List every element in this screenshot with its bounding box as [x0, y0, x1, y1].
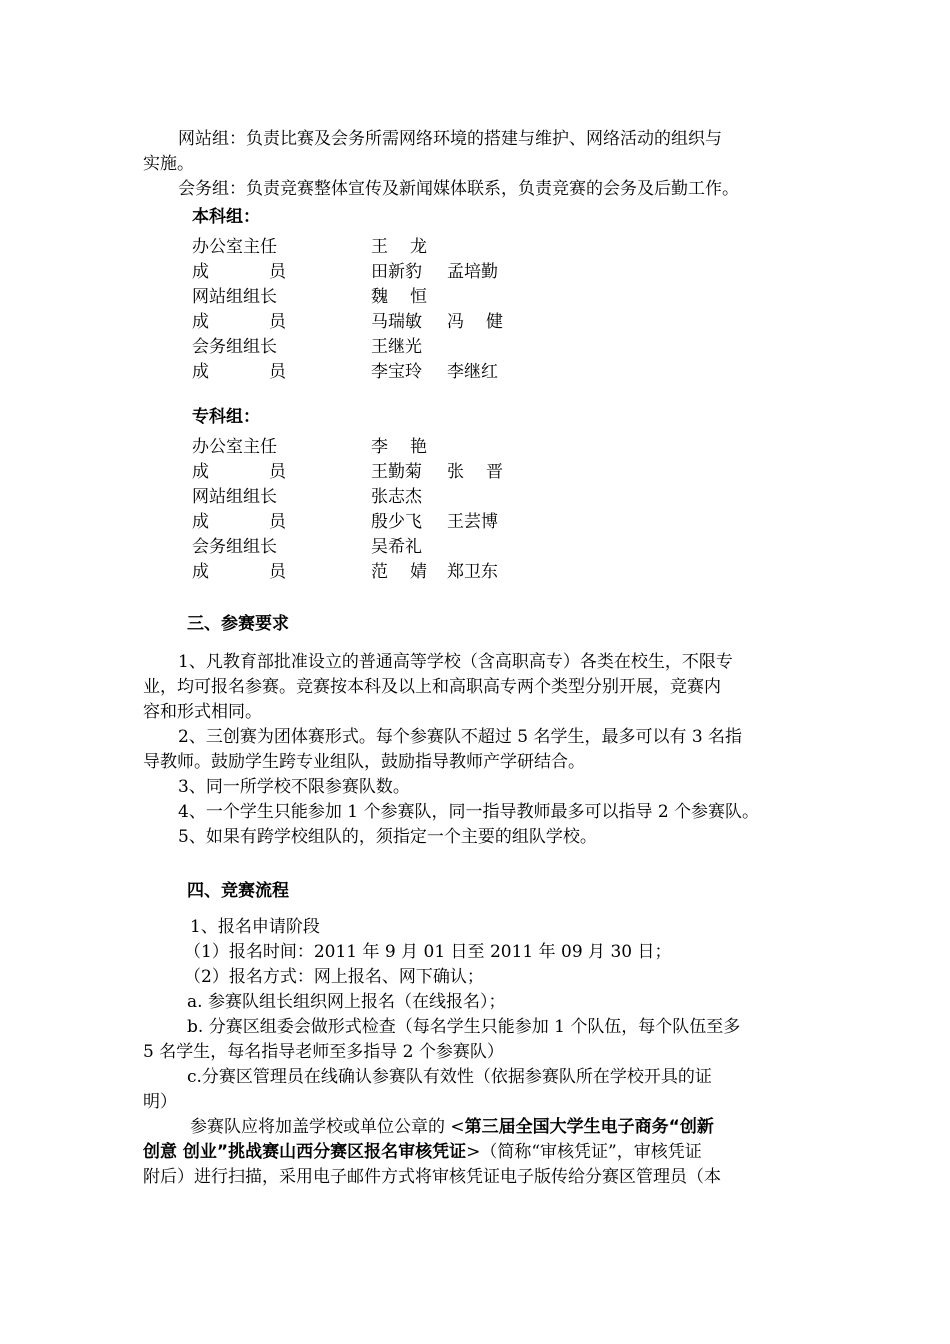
member-name-text: 吴希礼 — [371, 537, 422, 557]
college-heading: 专科组： — [192, 407, 260, 427]
roster-member — [371, 260, 429, 284]
member-name-text: 恒 — [410, 287, 427, 307]
role-text: 员 — [269, 312, 286, 332]
role-text: 成 — [192, 262, 209, 282]
member-name-text: 魏 — [371, 287, 388, 307]
roster-role — [192, 435, 292, 459]
section4-item-c-line2: 明） — [143, 1092, 177, 1112]
section3-p5: 5、如果有跨学校组队的，须指定一个主要的组队学校。 — [178, 827, 597, 847]
section3-p2-line1: 2、三创赛为团体赛形式。每个参赛队不超过 5 名学生，最多可以有 3 名指 — [178, 727, 743, 747]
section3-p1-line1: 1、凡教育部批准设立的普通高等学校（含高职高专）各类在校生，不限专 — [178, 652, 733, 672]
roster-role — [192, 310, 292, 334]
role-text: 网站组组长 — [192, 287, 277, 307]
roster-member — [371, 335, 429, 359]
member-name-text: 龙 — [410, 237, 427, 257]
roster-member — [447, 260, 505, 284]
member-name-text: 健 — [486, 312, 503, 332]
roster-member — [447, 310, 505, 334]
member-name-text: 王继光 — [371, 337, 422, 357]
role-text: 办公室主任 — [192, 237, 277, 257]
member-name-text: 李 — [371, 437, 388, 457]
role-text: 员 — [269, 562, 286, 582]
member-name-text: 李继红 — [447, 362, 498, 382]
roster-role — [192, 560, 292, 584]
member-name-text: 晋 — [486, 462, 503, 482]
role-text: 办公室主任 — [192, 437, 277, 457]
member-name-text: 艳 — [410, 437, 427, 457]
section4-final-line2 — [143, 1140, 702, 1164]
certificate-title-part1: 第三届全国大学生电子商务“创新 — [464, 1117, 714, 1137]
member-name-text: 殷少飞 — [371, 512, 422, 532]
section3-p4: 4、一个学生只能参加 1 个参赛队，同一指导教师最多可以指导 2 个参赛队。 — [178, 802, 760, 822]
section4-stage1: 1、报名申请阶段 — [190, 917, 320, 937]
section3-p3: 3、同一所学校不限参赛队数。 — [178, 777, 410, 797]
role-text: 成 — [192, 562, 209, 582]
section4-item-c-line1: c.分赛区管理员在线确认参赛队有效性（依据参赛队所在学校开具的证 — [187, 1067, 712, 1087]
member-name-text: 孟培勤 — [447, 262, 498, 282]
section3-p2-line2: 导教师。鼓励学生跨专业组队，鼓励指导教师产学研结合。 — [143, 752, 585, 772]
member-name-text: 张 — [447, 462, 464, 482]
roster-role — [192, 360, 292, 384]
roster-role — [192, 510, 292, 534]
roster-role — [192, 485, 292, 509]
roster-role — [192, 335, 292, 359]
section4-final-line1 — [190, 1115, 714, 1139]
roster-member — [371, 435, 429, 459]
member-name-text: 冯 — [447, 312, 464, 332]
member-name-text: 王芸博 — [447, 512, 498, 532]
member-name-text: 范 — [371, 562, 388, 582]
roster-member — [371, 360, 429, 384]
role-text: 会务组组长 — [192, 337, 277, 357]
section4-signup-time: （1）报名时间：2011 年 9 月 01 日至 2011 年 09 月 30 日； — [184, 942, 672, 962]
roster-member — [371, 510, 429, 534]
member-name-text: 李宝玲 — [371, 362, 422, 382]
roster-member — [371, 235, 429, 259]
final-line1-text: 参赛队应将加盖学校或单位公章的 < — [190, 1117, 465, 1137]
section4-item-b-line1: b. 分赛区组委会做形式检查（每名学生只能参加 1 个队伍，每个队伍至多 — [187, 1017, 741, 1037]
roster-member — [371, 460, 429, 484]
member-name-text: 马瑞敏 — [371, 312, 422, 332]
member-name-text: 郑卫东 — [447, 562, 498, 582]
undergrad-heading: 本科组： — [192, 207, 260, 227]
certificate-title-part2: 创意 创业”挑战赛山西分赛区报名审核凭证 — [143, 1142, 467, 1162]
roster-member — [447, 560, 505, 584]
section4-item-b-line2: 5 名学生，每名指导老师至多指导 2 个参赛队） — [143, 1042, 504, 1062]
roster-member — [371, 560, 429, 584]
section4-heading: 四、竞赛流程 — [187, 881, 289, 901]
member-name-text: 王勤菊 — [371, 462, 422, 482]
roster-member — [371, 535, 429, 559]
role-text: 员 — [269, 262, 286, 282]
role-text: 员 — [269, 462, 286, 482]
section3-heading: 三、参赛要求 — [187, 614, 289, 634]
role-text: 员 — [269, 362, 286, 382]
role-text: 成 — [192, 362, 209, 382]
section4-signup-method: （2）报名方式：网上报名、网下确认； — [184, 967, 484, 987]
section3-p1-line3: 容和形式相同。 — [143, 702, 262, 722]
website-desc-line2: 实施。 — [143, 154, 194, 174]
final-line2-text: >（简称“审核凭证”，审核凭证 — [466, 1142, 702, 1162]
member-name-text: 王 — [371, 237, 388, 257]
roster-member — [371, 310, 429, 334]
section3-p1-line2: 业，均可报名参赛。竞赛按本科及以上和高职高专两个类型分别开展，竞赛内 — [143, 677, 721, 697]
role-text: 员 — [269, 512, 286, 532]
roster-member — [447, 360, 505, 384]
roster-member — [447, 510, 505, 534]
roster-role — [192, 235, 292, 259]
role-text: 成 — [192, 462, 209, 482]
section4-item-a: a. 参赛队组长组织网上报名（在线报名）； — [187, 992, 506, 1012]
roster-member — [371, 485, 429, 509]
website-desc-line1: 网站组：负责比赛及会务所需网络环境的搭建与维护、网络活动的组织与 — [178, 129, 722, 149]
roster-role — [192, 535, 292, 559]
roster-role — [192, 260, 292, 284]
roster-member — [447, 460, 505, 484]
member-name-text: 张志杰 — [371, 487, 422, 507]
role-text: 会务组组长 — [192, 537, 277, 557]
roster-member — [371, 285, 429, 309]
roster-role — [192, 285, 292, 309]
role-text: 网站组组长 — [192, 487, 277, 507]
member-name-text: 田新豹 — [371, 262, 422, 282]
role-text: 成 — [192, 512, 209, 532]
roster-role — [192, 460, 292, 484]
member-name-text: 婧 — [410, 562, 427, 582]
section4-final-line3: 附后）进行扫描，采用电子邮件方式将审核凭证电子版传给分赛区管理员（本 — [143, 1167, 721, 1187]
affairs-desc: 会务组：负责竞赛整体宣传及新闻媒体联系，负责竞赛的会务及后勤工作。 — [178, 179, 739, 199]
role-text: 成 — [192, 312, 209, 332]
